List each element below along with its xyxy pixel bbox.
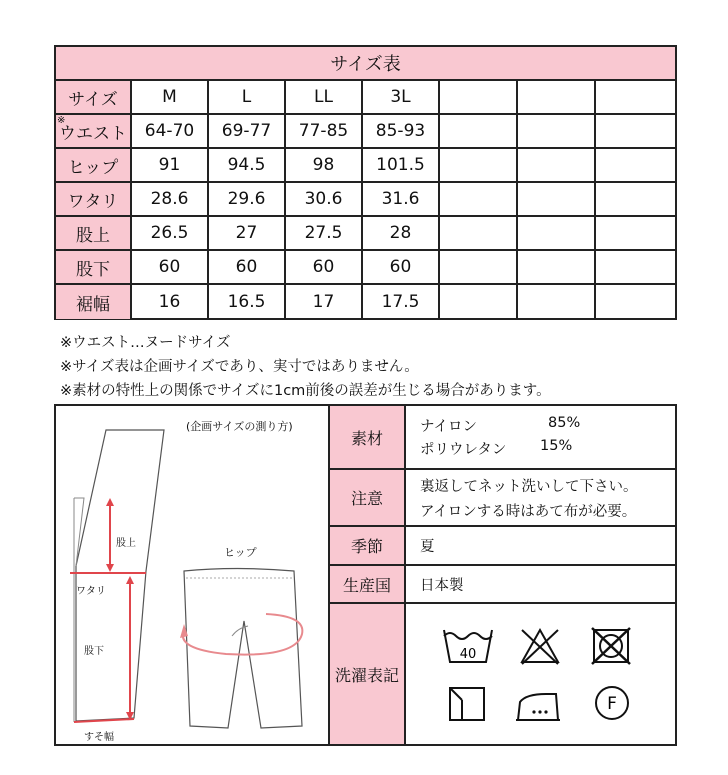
row-label-text: 股上	[76, 225, 110, 246]
table-cell: 30.6	[286, 183, 363, 217]
table-cell: 91	[132, 149, 209, 183]
table-cell	[440, 217, 518, 251]
table-cell: 98	[286, 149, 363, 183]
material-pct-1: 85%	[548, 415, 581, 431]
row-label-2	[56, 183, 132, 217]
note-1: ※ウエスト…ヌードサイズ	[60, 335, 231, 351]
label-inseam: 股下	[84, 646, 104, 657]
table-cell: 60	[209, 251, 286, 285]
table-cell: 60	[132, 251, 209, 285]
material-value	[406, 406, 675, 470]
table-cell: 28.6	[132, 183, 209, 217]
table-cell: 60	[286, 251, 363, 285]
table-cell	[518, 285, 596, 319]
table-cell: 26.5	[132, 217, 209, 251]
note-2: ※サイズ表は企画サイズであり、実寸ではありません。	[60, 359, 419, 375]
caution-line-2: アイロンする時はあて布が必要。	[420, 503, 637, 520]
table-cell: 16.5	[209, 285, 286, 319]
table-cell	[518, 115, 596, 149]
table-cell	[518, 217, 596, 251]
rise-arrow-head-top	[106, 498, 114, 506]
care-label: 洗濯表記	[328, 604, 406, 744]
measurement-diagram	[56, 406, 328, 744]
origin-label: 生産国	[328, 566, 406, 604]
caution-value	[406, 470, 675, 527]
diagram-caption: (企画サイズの測り方)	[186, 420, 293, 433]
hip-arrow	[183, 614, 302, 655]
caution-label: 注意	[328, 470, 406, 527]
table-cell: 60	[363, 251, 440, 285]
wash-temp-text: 40	[459, 647, 477, 662]
table-cell: 29.6	[209, 183, 286, 217]
table-cell	[518, 251, 596, 285]
table-cell	[440, 285, 518, 319]
row-label-text: 股下	[76, 259, 110, 280]
table-cell	[440, 149, 518, 183]
care-icons	[406, 604, 675, 744]
season-label: 季節	[328, 527, 406, 566]
row-label-1	[56, 149, 132, 183]
table-cell	[518, 183, 596, 217]
row-label-4	[56, 251, 132, 285]
row-label-text: ヒップ	[67, 157, 119, 178]
table-cell	[596, 149, 675, 183]
size-header-2: L	[209, 81, 286, 115]
origin-value: 日本製	[406, 566, 675, 604]
table-cell: 94.5	[209, 149, 286, 183]
size-table	[54, 45, 677, 320]
table-cell: 77-85	[286, 115, 363, 149]
pant-outline-front	[76, 430, 164, 721]
label-rise: 股上	[116, 538, 136, 549]
row-label-text: ワタリ	[67, 191, 119, 212]
table-cell	[596, 217, 675, 251]
table-cell: 69-77	[209, 115, 286, 149]
table-cell: 16	[132, 285, 209, 319]
inseam-arrow-head-top	[126, 576, 134, 584]
product-info-section	[54, 404, 677, 746]
material-pct-2: 15%	[540, 438, 573, 454]
table-cell: 17	[286, 285, 363, 319]
table-cell	[518, 149, 596, 183]
no-tumble-dry-icon	[592, 628, 630, 664]
iron-low-icon	[516, 694, 560, 720]
label-thigh: ワタリ	[76, 586, 106, 597]
table-cell: 64-70	[132, 115, 209, 149]
row-label-5	[56, 285, 132, 319]
table-cell	[596, 285, 675, 319]
table-cell	[440, 115, 518, 149]
table-cell	[596, 251, 675, 285]
label-hip: ヒップ	[224, 546, 257, 559]
size-header-6	[518, 81, 596, 115]
table-cell	[596, 115, 675, 149]
wash-40-icon	[444, 630, 492, 662]
rise-arrow-head-bottom	[106, 564, 114, 572]
pant-side-seam	[74, 498, 84, 566]
table-cell: 85-93	[363, 115, 440, 149]
table-cell: 27	[209, 217, 286, 251]
material-label: 素材	[328, 406, 406, 470]
size-header-7	[596, 81, 675, 115]
table-cell	[440, 251, 518, 285]
row-label-text: 裾幅	[76, 294, 110, 315]
table-cell	[440, 183, 518, 217]
table-cell	[596, 183, 675, 217]
size-table-title: サイズ表	[56, 47, 675, 81]
material-name-2: ポリウレタン	[420, 442, 507, 458]
pant-outline-back	[184, 569, 302, 729]
size-header-3: LL	[286, 81, 363, 115]
size-header-5	[440, 81, 518, 115]
row-label-0	[56, 115, 132, 149]
table-cell: 31.6	[363, 183, 440, 217]
row-label-text: ウエスト	[59, 123, 127, 144]
line-dry-shade-icon	[450, 688, 484, 720]
material-name-1: ナイロン	[420, 419, 477, 435]
season-value: 夏	[406, 527, 675, 566]
no-bleach-icon	[522, 630, 558, 664]
dry-clean-f-icon	[596, 687, 628, 719]
table-cell: 27.5	[286, 217, 363, 251]
label-hem: すそ幅	[84, 732, 114, 743]
caution-line-1: 裏返してネット洗いして下さい。	[420, 478, 638, 495]
table-cell: 17.5	[363, 285, 440, 319]
dry-clean-text: F	[607, 694, 617, 714]
row-label-mark: ※	[57, 115, 66, 126]
size-header-label: サイズ	[56, 81, 132, 115]
table-cell: 28	[363, 217, 440, 251]
row-label-3	[56, 217, 132, 251]
size-header-4: 3L	[363, 81, 440, 115]
size-header-1: M	[132, 81, 209, 115]
table-cell: 101.5	[363, 149, 440, 183]
note-3: ※素材の特性上の関係でサイズに1cm前後の誤差が生じる場合があります。	[60, 383, 551, 399]
